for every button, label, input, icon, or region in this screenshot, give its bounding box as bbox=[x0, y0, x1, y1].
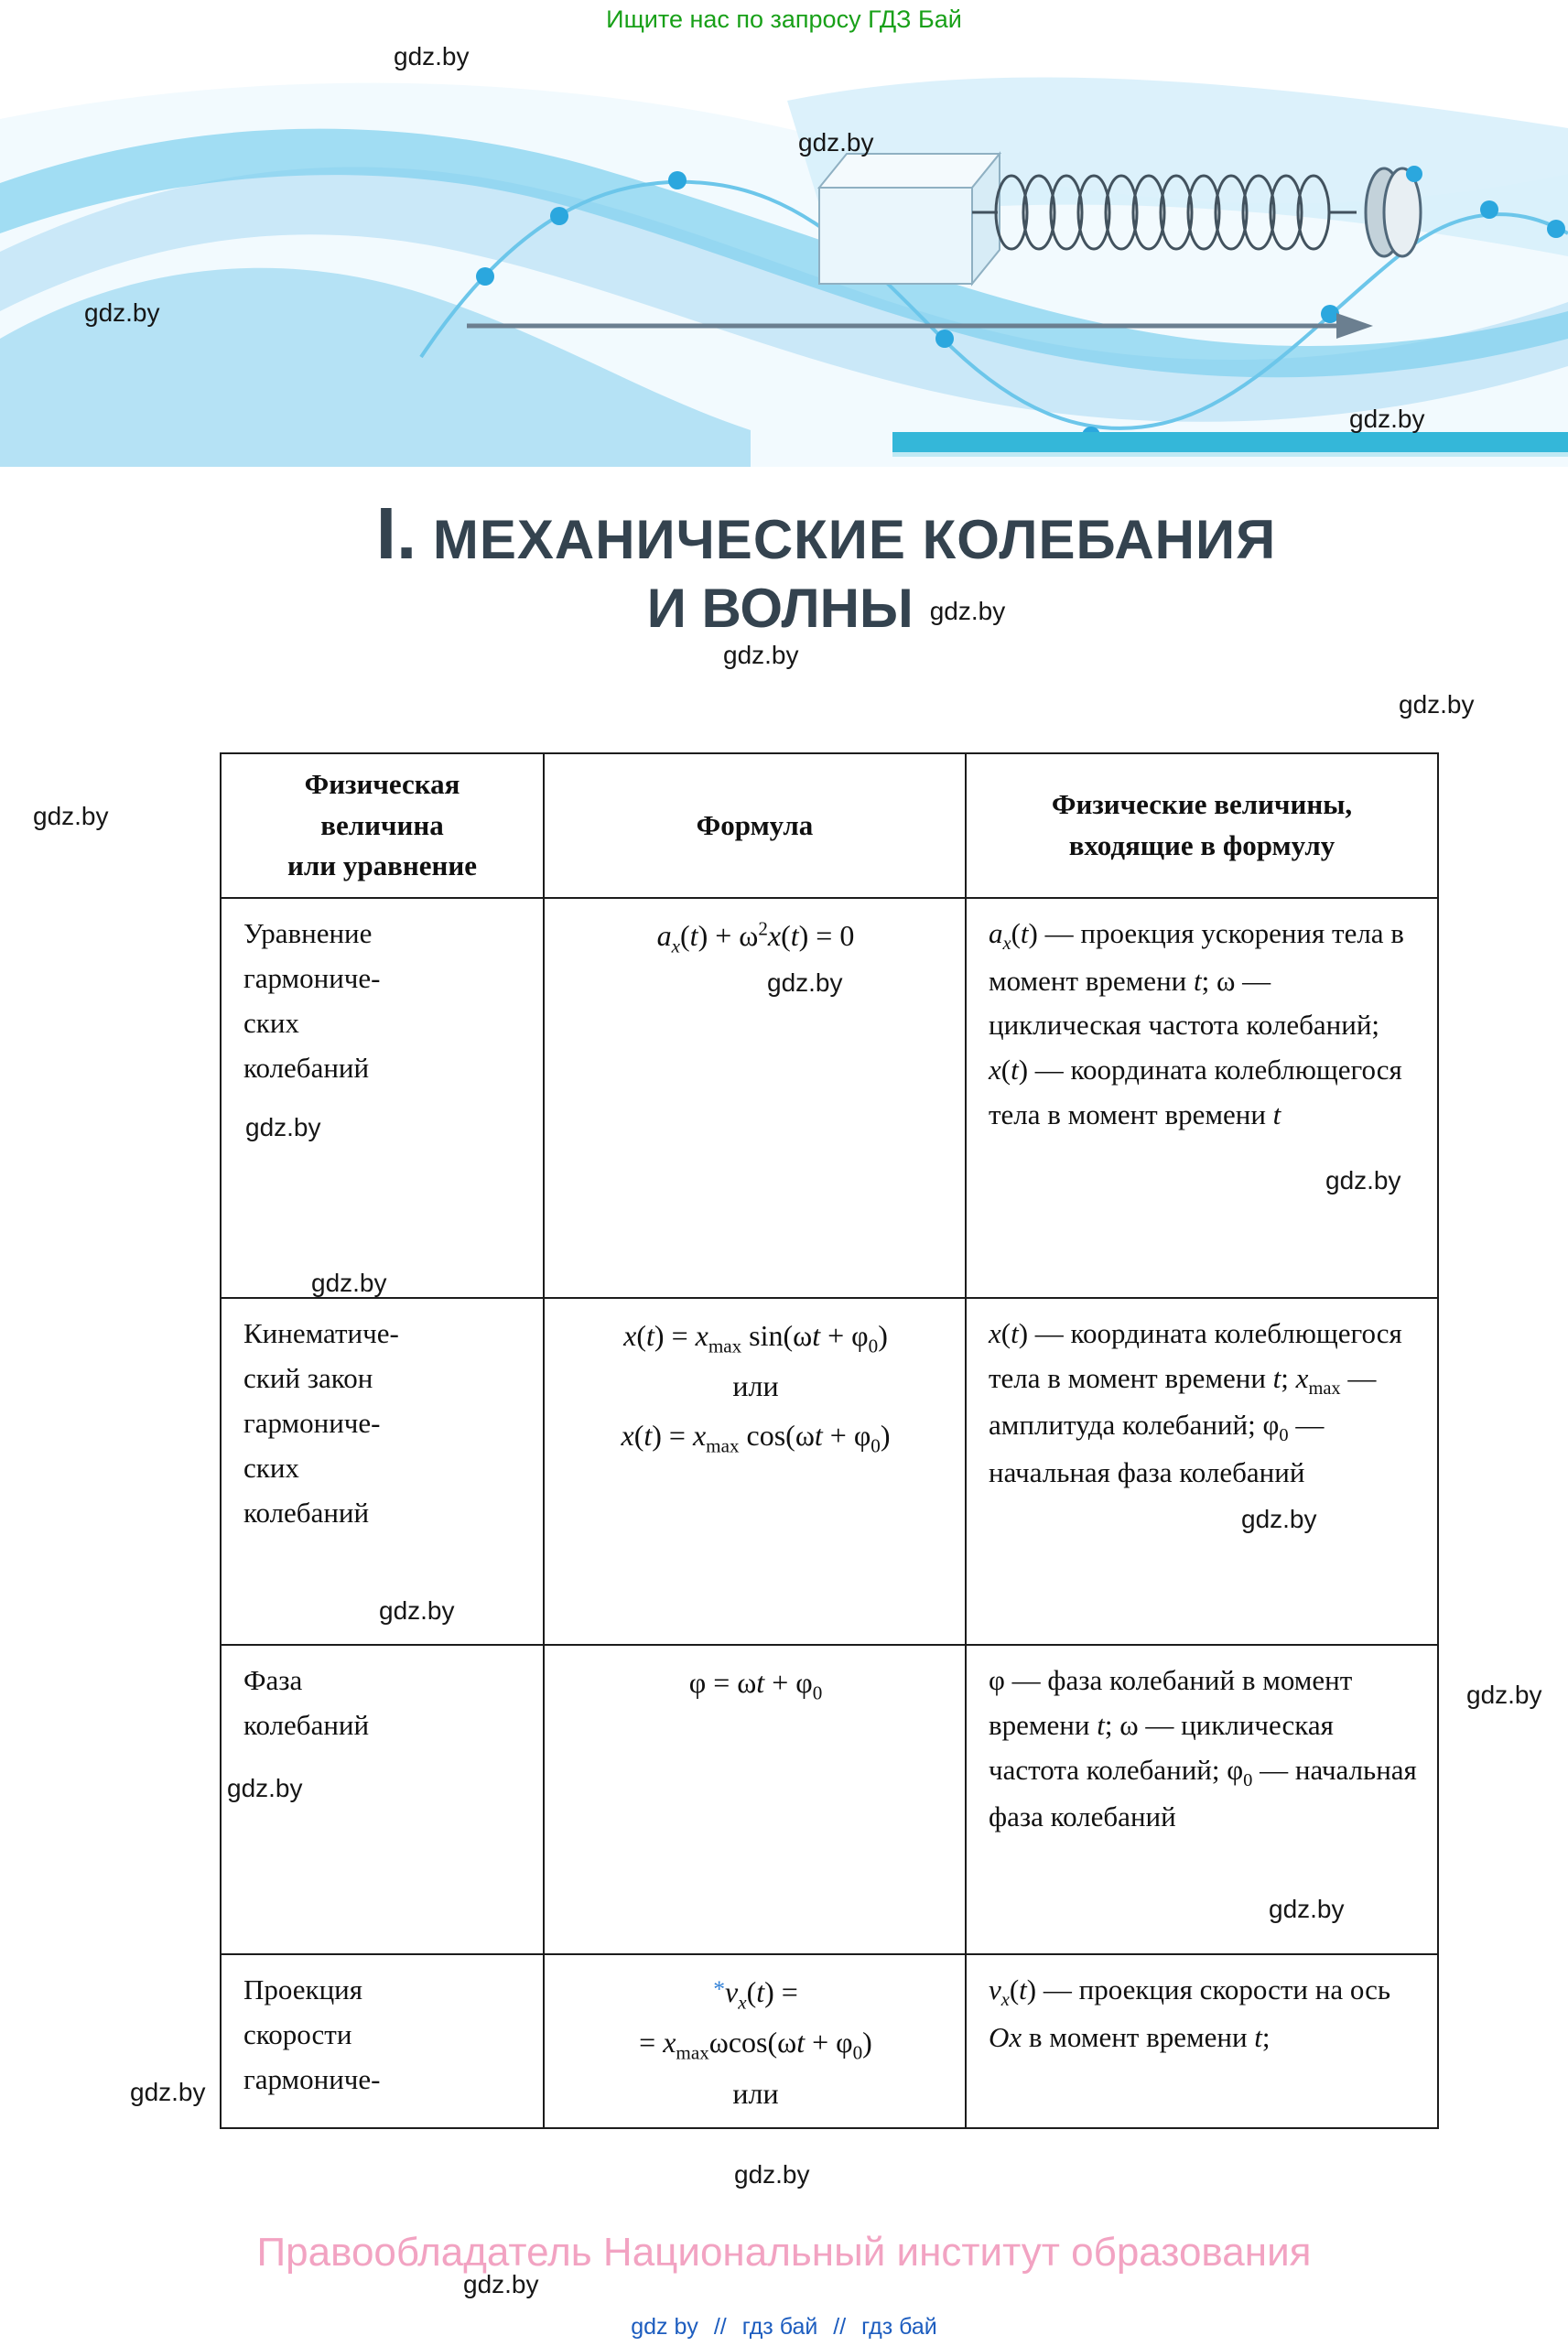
watermark: gdz.by bbox=[227, 1774, 303, 1802]
watermark: gdz.by bbox=[463, 2270, 539, 2298]
watermark: gdz.by bbox=[1399, 690, 1475, 719]
watermark: gdz.by bbox=[734, 2160, 810, 2189]
row3-formula: $\varphi = \omega t + \varphi_0$ bbox=[544, 1645, 966, 1954]
chapter-title-line1 bbox=[42, 492, 1568, 574]
cyan-bar bbox=[892, 432, 1568, 457]
footer-link-1[interactable]: gdz by bbox=[631, 2314, 698, 2340]
watermark: gdz.by bbox=[245, 1113, 321, 1141]
watermark: gdz.by bbox=[379, 1596, 455, 1625]
table-row bbox=[221, 1954, 1438, 2128]
row1-variables: $a_x(t)$ — проекция ускорения тела в момент времени t; ω — циклическая частота колебаний; x(t) — координата колеблющегося тела в момент времени t bbox=[966, 898, 1438, 1298]
watermark: gdz.by bbox=[84, 298, 160, 327]
header-quantity: Физическая величина или уравнение bbox=[221, 753, 544, 898]
table-header-row bbox=[221, 753, 1438, 898]
watermark: gdz.by bbox=[1325, 1166, 1401, 1195]
footer-separator: // bbox=[713, 2314, 727, 2340]
top-search-link[interactable]: Ищите нас по запросу ГДЗ Бай bbox=[606, 5, 962, 33]
watermark: gdz.by bbox=[1241, 1505, 1317, 1533]
row4-formula: $*v_x(t)$ = = $x_{max}\omega\cos(\omega t + \varphi_0)$ или bbox=[544, 1954, 966, 2128]
row3-term: Фаза колебаний bbox=[221, 1645, 544, 1954]
watermark: gdz.by bbox=[723, 641, 799, 669]
row2-variables: x(t) — координата колеблющегося тела в момент времени t; $x_{max}$ — амплитуда колебаний; $\varphi_0$ — начальная фаза колебаний bbox=[966, 1298, 1438, 1645]
chapter-title-text2: И ВОЛНЫ bbox=[646, 578, 914, 639]
row1-formula: $a_x(t) + \omega^2x(t) = 0$ bbox=[544, 898, 966, 1298]
row2-formula: $x(t) = x_{max}$ $\sin(\omega t + \varphi_0)$ или $x(t) = x_{max}$ $\cos(\omega t + \varphi_0)$ bbox=[544, 1298, 966, 1645]
row3-variables: φ — фаза колебаний в момент времени t; ω — циклическая частота колебаний; $\varphi_0$ — начальная фаза колебаний bbox=[966, 1645, 1438, 1954]
chapter-number: I. bbox=[375, 492, 417, 574]
table-row bbox=[221, 898, 1438, 1298]
footer-separator: // bbox=[833, 2314, 847, 2340]
watermark: gdz.by bbox=[767, 968, 843, 997]
watermark: gdz.by bbox=[798, 128, 874, 157]
mass-block bbox=[819, 154, 1000, 284]
watermark: gdz.by bbox=[929, 597, 1006, 625]
row4-term: Проекция скорости гармониче- bbox=[221, 1954, 544, 2128]
table-row bbox=[221, 1298, 1438, 1645]
watermark: gdz.by bbox=[130, 2078, 206, 2106]
row2-term: Кинематиче- ский закон гармониче- ских колебаний bbox=[221, 1298, 544, 1645]
watermark: gdz.by bbox=[1269, 1895, 1345, 1923]
watermark: gdz.by bbox=[33, 802, 109, 830]
physics-reference-table bbox=[220, 752, 1439, 2129]
header-variables: Физические величины, входящие в формулу bbox=[966, 753, 1438, 898]
watermark: gdz.by bbox=[394, 42, 470, 70]
header-formula: Формула bbox=[544, 753, 966, 898]
watermark: gdz.by bbox=[1466, 1681, 1542, 1709]
table-row bbox=[221, 1645, 1438, 1954]
wave-decoration bbox=[0, 78, 1568, 467]
footer-link-3[interactable]: гдз бай bbox=[861, 2314, 937, 2340]
footer-link-2[interactable]: гдз бай bbox=[741, 2314, 818, 2340]
copyright-line: Правообладатель Национальный институт образования bbox=[256, 2230, 1312, 2275]
disc-wheel bbox=[1366, 166, 1422, 256]
row1-term: Уравнение гармониче- ских колебаний bbox=[221, 898, 544, 1298]
watermark: gdz.by bbox=[311, 1269, 387, 1297]
hero-illustration bbox=[0, 37, 1568, 467]
footer-links bbox=[0, 2314, 1568, 2341]
row4-variables: $v_x(t)$ — проекция скорости на ось Ox в момент времени t; bbox=[966, 1954, 1438, 2128]
chapter-title-line2 bbox=[42, 579, 1568, 648]
watermark: gdz.by bbox=[1349, 405, 1425, 433]
chapter-title bbox=[42, 492, 1568, 648]
chapter-title-text: МЕХАНИЧЕСКИЕ КОЛЕБАНИЯ bbox=[432, 509, 1277, 570]
